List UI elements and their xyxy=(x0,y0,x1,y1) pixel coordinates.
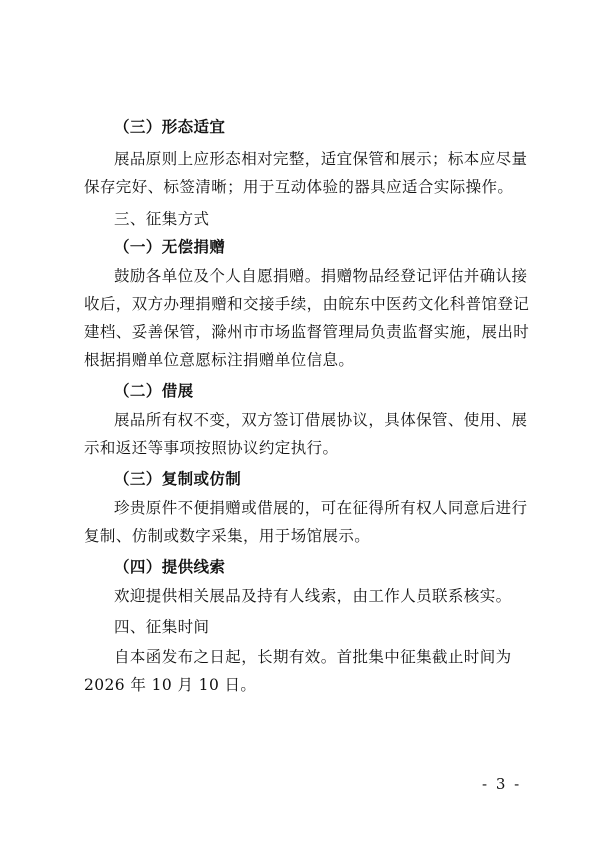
paragraph-replica-line-1: 珍贵原件不便捐赠或借展的，可在征得所有权人同意后进行 xyxy=(114,499,528,517)
subheading-clues: （四）提供线索 xyxy=(114,558,226,576)
paragraph-time-line-2: 2026 年 10 月 10 日。 xyxy=(84,676,257,694)
paragraph-loan-line-2: 示和返还等事项按照协议约定执行。 xyxy=(84,439,339,457)
subheading-loan: （二）借展 xyxy=(114,382,194,400)
section-heading-method: 三、征集方式 xyxy=(114,210,210,228)
paragraph-loan-line-1: 展品所有权不变，双方签订借展协议，具体保管、使用、展 xyxy=(114,411,528,429)
page-number: - 3 - xyxy=(482,775,522,793)
paragraph-clues-line-1: 欢迎提供相关展品及持有人线索，由工作人员联系核实。 xyxy=(114,587,512,605)
section-heading-form: （三）形态适宜 xyxy=(114,118,226,136)
section-heading-time: 四、征集时间 xyxy=(114,618,210,636)
paragraph-donation-line-1: 鼓励各单位及个人自愿捐赠。捐赠物品经登记评估并确认接 xyxy=(114,267,528,285)
paragraph-donation-line-2: 收后，双方办理捐赠和交接手续，由皖东中医药文化科普馆登记 xyxy=(84,295,530,313)
paragraph-donation-line-3: 建档、妥善保管，滁州市市场监督管理局负责监督实施，展出时 xyxy=(84,323,530,341)
subheading-donation: （一）无偿捐赠 xyxy=(114,238,226,256)
paragraph-donation-line-4: 根据捐赠单位意愿标注捐赠单位信息。 xyxy=(84,351,355,369)
paragraph-replica-line-2: 复制、仿制或数字采集，用于场馆展示。 xyxy=(84,527,371,545)
paragraph-form-line-2: 保存完好、标签清晰；用于互动体验的器具应适合实际操作。 xyxy=(84,178,514,196)
paragraph-time-line-1: 自本函发布之日起，长期有效。首批集中征集截止时间为 xyxy=(114,648,512,666)
subheading-replica: （三）复制或仿制 xyxy=(114,470,242,488)
paragraph-form-line-1: 展品原则上应形态相对完整，适宜保管和展示；标本应尽量 xyxy=(114,150,528,168)
